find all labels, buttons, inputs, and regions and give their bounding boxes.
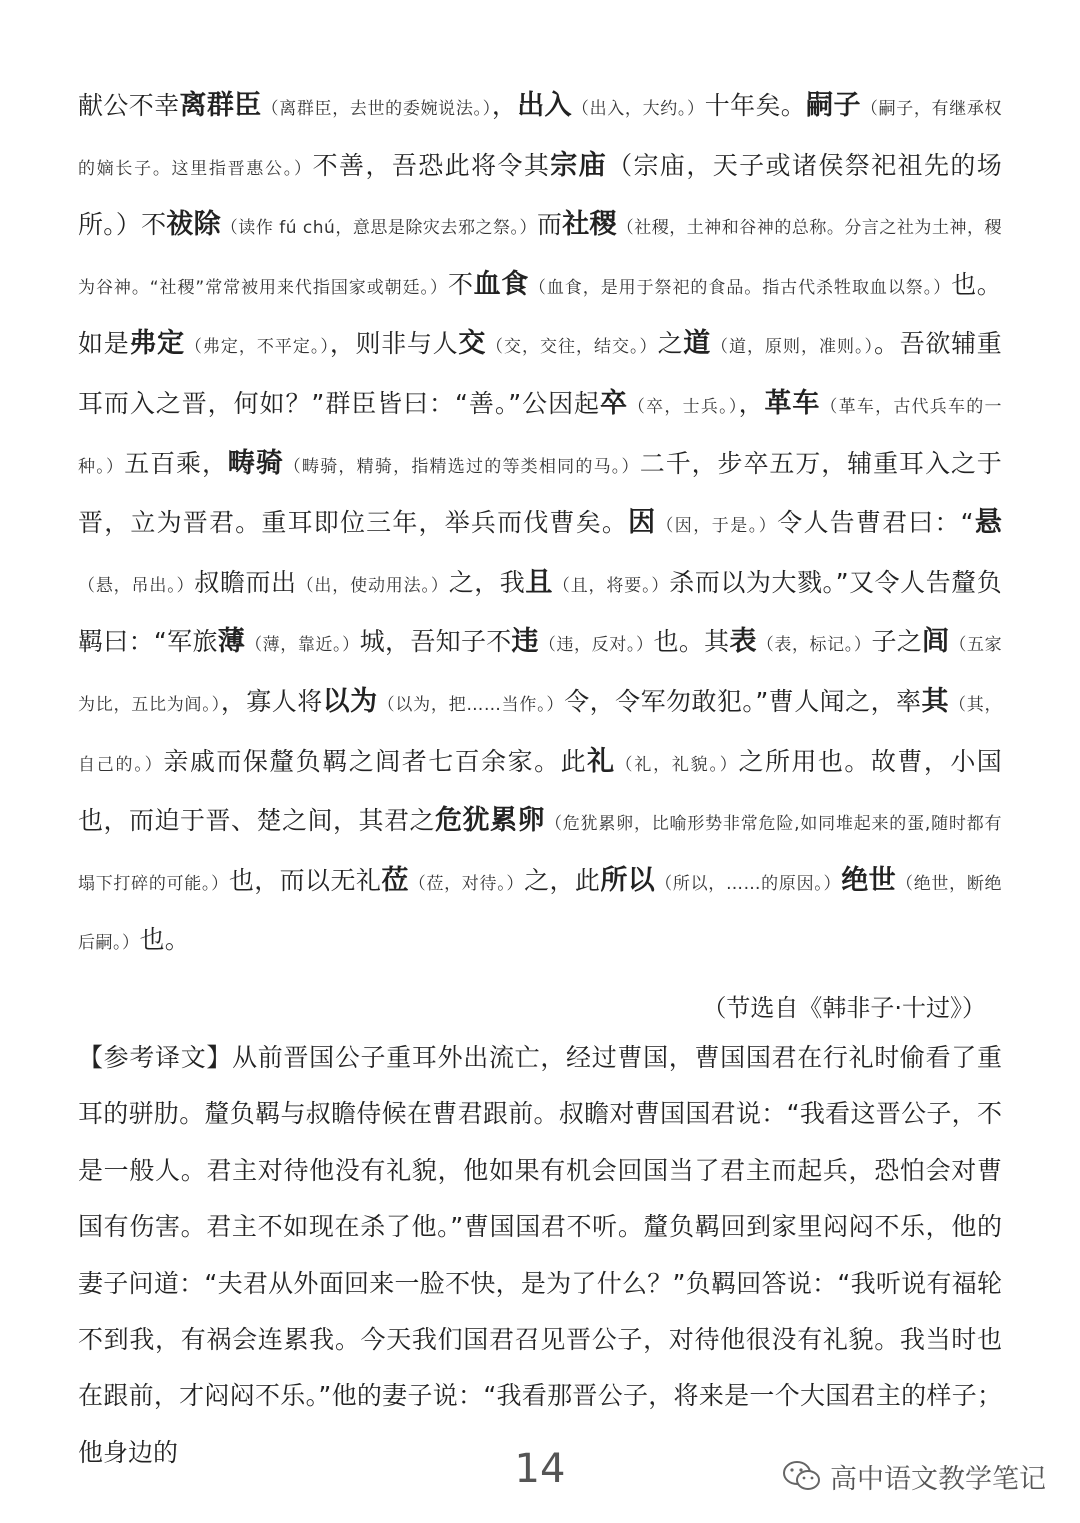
translation-heading: 【参考译文】: [78, 1043, 233, 1072]
key-term: 弗定: [129, 328, 185, 360]
key-term: 革车: [764, 387, 821, 419]
passage-text: 十年矣。: [704, 91, 807, 120]
passage-text: 之，我: [448, 567, 526, 597]
passage-text: 杀而以为大戮。”又令人告釐负羁曰：“军旅: [78, 567, 1002, 657]
passage-text: 也，而以无礼: [228, 865, 382, 895]
annotation-note: （读作 fú chú，意思是除灾去邪之祭。）: [220, 218, 538, 239]
annotation-note: （其，自己的。）: [78, 694, 1003, 775]
passage-text: 五百乘，: [124, 448, 228, 478]
key-term: 薄: [217, 626, 246, 658]
key-term: 嗣子: [806, 90, 861, 121]
key-term: 交: [458, 328, 487, 360]
passage-text: ，则非与人: [329, 329, 459, 359]
passage-text: 令，令军勿敢犯。”曹人闻之，率: [564, 686, 922, 716]
passage-text: ，: [738, 388, 765, 418]
key-term: 所以: [600, 864, 656, 896]
passage-text: 之所用也。故曹，小国也，而迫于晋、楚之间，其君之: [78, 746, 1003, 836]
key-term: 且: [525, 566, 553, 598]
source-citation: （节选自《韩非子·十过》）: [702, 994, 986, 1022]
page-number: 14: [514, 1446, 566, 1492]
annotation-note: （卒，士兵。）: [627, 396, 739, 417]
annotated-passage: [78, 78, 1002, 972]
passage-text: ，: [491, 91, 518, 120]
watermark-label: 高中语文教学笔记: [830, 1463, 1046, 1495]
key-term: 卒: [599, 387, 628, 419]
passage-text: 也。其: [653, 627, 730, 657]
passage-text: 之，此: [524, 865, 601, 895]
passage-text: 献公不幸: [78, 91, 180, 120]
passage-text: （宗庙，天子或诸侯祭祀祖先的场所。）不: [78, 150, 1002, 240]
annotation-note: （绝世，断绝后嗣。）: [78, 873, 1003, 954]
passage-text: 不: [447, 269, 474, 299]
key-term: 道: [683, 328, 711, 360]
annotation-note: （血食，是用于祭祀的食品。指古代杀牲取血以祭。）: [528, 277, 952, 298]
passage-text: 也。: [139, 925, 190, 955]
key-term: 社稷: [562, 209, 617, 241]
passage-text: 叔瞻而出: [194, 567, 297, 597]
annotation-note: （交，交往，结交。）: [486, 337, 658, 358]
passage-text: 而: [537, 210, 563, 240]
annotation-note: （出，使动用法。）: [296, 575, 449, 596]
passage-text: 之: [657, 329, 684, 359]
annotation-note: （弗定，不平定。）: [184, 337, 330, 358]
key-term: 绝世: [841, 864, 897, 896]
annotation-note: （薄，靠近。）: [245, 635, 360, 656]
annotation-note: （以为，把……当作。）: [377, 694, 565, 715]
reference-translation: [78, 1030, 1002, 1481]
wechat-icon: [782, 1459, 822, 1493]
annotation-note: （社稷，土神和谷神的总称。分言之社为土神，稷为谷神。“社稷”常常被用来代指国家或朝廷。）: [78, 218, 1002, 298]
annotation-note: （道，原则，准则。）: [710, 337, 874, 358]
key-term: 闾: [922, 626, 950, 658]
passage-text: 。吾欲辅重耳而入之晋，何如？”群臣皆曰：“善。”公因起: [78, 329, 1002, 418]
key-term: 其: [921, 685, 949, 717]
passage-text: 亲戚而保釐负羁之闾者七百余家。此: [163, 746, 588, 776]
key-term: 表: [729, 626, 757, 658]
annotation-note: （因，于是。）: [656, 516, 778, 537]
annotation-note: （五家为比，五比为闾。）: [78, 635, 1003, 715]
annotation-note: （莅，对待。）: [408, 873, 525, 894]
annotation-note: （离群臣，去世的委婉说法。）: [261, 99, 492, 119]
annotation-note: （革车，古代兵车的一种。）: [78, 396, 1003, 477]
annotation-note: （且，将要。）: [552, 575, 670, 596]
annotation-note: （嗣子，有继承权的嫡长子。这里指晋惠公。）: [78, 99, 1003, 179]
key-term: 祓除: [166, 209, 221, 241]
passage-text: 令人告曹君曰：“: [777, 508, 974, 538]
watermark: [782, 1456, 1046, 1496]
passage-text: 子之: [871, 627, 923, 657]
annotation-note: （畴骑，精骑，指精选过的等类相同的马。）: [283, 456, 640, 477]
annotation-note: （危犹累卵，比喻形势非常危险,如同堆起来的蛋,随时都有塌下打碎的可能。）: [78, 814, 1002, 894]
passage-text: 不善，吾恐此将令其: [312, 150, 551, 180]
key-term: 畴骑: [227, 447, 284, 479]
key-term: 出入: [517, 90, 572, 121]
annotation-note: （表，标记。）: [756, 635, 872, 656]
passage-text: ，寡人将: [220, 686, 323, 716]
key-term: 离群臣: [179, 90, 262, 121]
annotation-note: （悬，吊出。）: [78, 575, 195, 596]
key-term: 违: [511, 626, 539, 658]
key-term: 莅: [381, 864, 409, 896]
key-term: 以为: [322, 685, 378, 717]
passage-text: 二千，步卒五万，辅重耳入之于晋，立为晋君。重耳即位三年，举兵而伐曹矣。: [78, 448, 1002, 538]
key-term: 危犹累卵: [434, 805, 545, 837]
annotation-note: （违，反对。）: [538, 635, 654, 656]
passage-text: 也。如是: [78, 269, 1002, 359]
passage-text: 城，吾知子不: [359, 627, 512, 657]
key-term: 悬: [973, 507, 1003, 539]
annotation-note: （出入，大约。）: [571, 99, 705, 119]
key-term: 礼: [587, 745, 616, 777]
translation-body: 从前晋国公子重耳外出流亡，经过曹国，曹国国君在行礼时偷看了重耳的骈肋。釐负羁与叔瞻侍候在曹君跟前。叔瞻对曹国国君说：“我看这晋公子，不是一般人。君主对待他没有礼貌，他如果有机会回国当了君主而起兵，恐怕会对曹国有伤害。君主不如现在杀了他。”曹国国君不听。釐负羁回到家里闷闷不乐，他的妻子问道：“夫君从外面回来一脸不快，是为了什么？”负羁回答说：“我听说有福轮不到我，有祸会连累我。今天我们国君召见晋公子，对待他很没有礼貌。我当时也在跟前，才闷闷不乐。”他的妻子说：“我看那晋公子，将来是一个大国君主的样子；他身边的: [78, 1043, 1002, 1467]
annotation-note: （所以，……的原因。）: [655, 873, 842, 894]
key-term: 血食: [473, 268, 529, 300]
key-term: 因: [628, 507, 657, 539]
key-term: 宗庙: [550, 149, 608, 181]
annotation-note: （礼，礼貌。）: [615, 754, 739, 775]
